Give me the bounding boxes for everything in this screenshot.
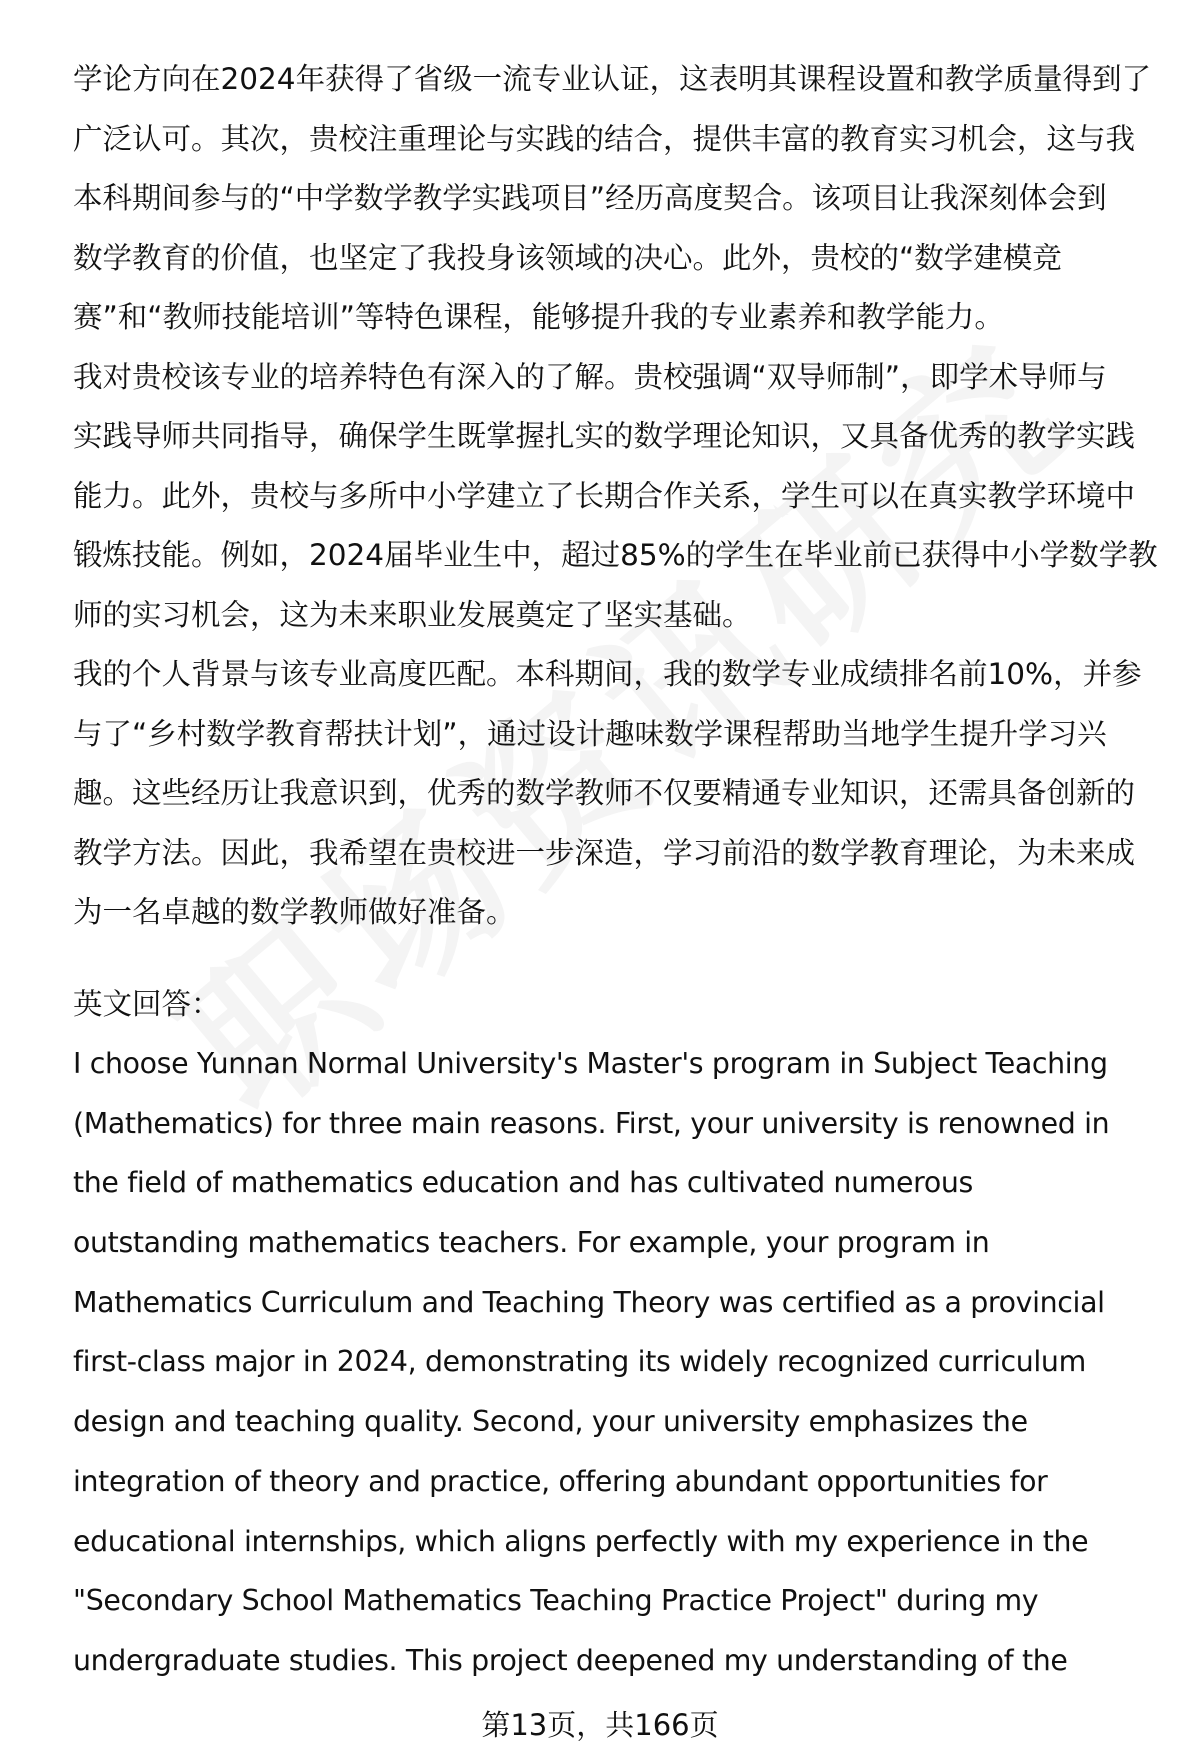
text-line: design and teaching quality. Second, your university emphasizes the	[73, 1405, 1028, 1439]
text-line: integration of theory and practice, offering abundant opportunities for	[73, 1464, 1048, 1498]
text-line: 教学方法。因此，我希望在贵校进一步深造，学习前沿的数学教育理论，为未来成	[73, 835, 1136, 870]
text-line: the field of mathematics education and has cultivated numerous	[73, 1166, 973, 1200]
english-answer-label: 英文回答：	[73, 986, 221, 1021]
text-line: 实践导师共同指导，确保学生既掌握扎实的数学理论知识，又具备优秀的教学实践	[73, 419, 1136, 453]
text-line: "Secondary School Mathematics Teaching Practice Project" during my	[73, 1584, 1039, 1618]
text-line: (Mathematics) for three main reasons. First, your university is renowned in	[73, 1106, 1110, 1140]
text-line: 我对贵校该专业的培养特色有深入的了解。贵校强调“双导师制”，即学术导师与	[73, 359, 1107, 394]
paragraph-gap	[73, 943, 1163, 975]
text-line: undergraduate studies. This project deepened my understanding of the	[73, 1643, 1068, 1677]
document-body	[73, 50, 1163, 1691]
text-line: outstanding mathematics teachers. For example, your program in	[73, 1226, 990, 1260]
chinese-section	[73, 50, 1163, 943]
text-line: 师的实习机会，这为未来职业发展奠定了坚实基础。	[73, 597, 752, 632]
text-line: 我的个人背景与该专业高度匹配。本科期间，我的数学专业成绩排名前10%，并参	[73, 657, 1142, 691]
text-line: 为一名卓越的数学教师做好准备。	[73, 895, 516, 929]
text-line: 学论方向在2024年获得了省级一流专业认证，这表明其课程设置和教学质量得到了	[73, 62, 1152, 96]
text-line: 广泛认可。其次，贵校注重理论与实践的结合，提供丰富的教育实习机会，这与我	[73, 121, 1136, 156]
text-line: 数学教育的价值，也坚定了我投身该领域的决心。此外，贵校的“数学建模竞	[73, 240, 1062, 275]
text-line: 赛”和“教师技能培训”等特色课程，能够提升我的专业素养和教学能力。	[73, 300, 1004, 334]
text-line: I choose Yunnan Normal University's Master's program in Subject Teaching	[73, 1047, 1108, 1080]
text-line: Mathematics Curriculum and Teaching Theory was certified as a provincial	[73, 1285, 1105, 1319]
text-line: 趣。这些经历让我意识到，优秀的数学教师不仅要精通专业知识，还需具备创新的	[73, 776, 1136, 810]
text-line: 与了“乡村数学教育帮扶计划”，通过设计趣味数学课程帮助当地学生提升学习兴	[73, 716, 1107, 751]
page-number-footer: 第13页，共166页	[481, 1708, 719, 1742]
text-line: 能力。此外，贵校与多所中小学建立了长期合作关系，学生可以在真实教学环境中	[73, 478, 1136, 513]
text-line: educational internships, which aligns perfectly with my experience in the	[73, 1524, 1089, 1558]
text-line: first-class major in 2024, demonstrating its widely recognized curriculum	[73, 1345, 1086, 1379]
english-section	[73, 1034, 1163, 1691]
text-line: 本科期间参与的“中学数学教学实践项目”经历高度契合。该项目让我深刻体会到	[73, 181, 1107, 215]
text-line: 锻炼技能。例如，2024届毕业生中，超过85%的学生在毕业前已获得中小学数学教	[73, 538, 1158, 572]
